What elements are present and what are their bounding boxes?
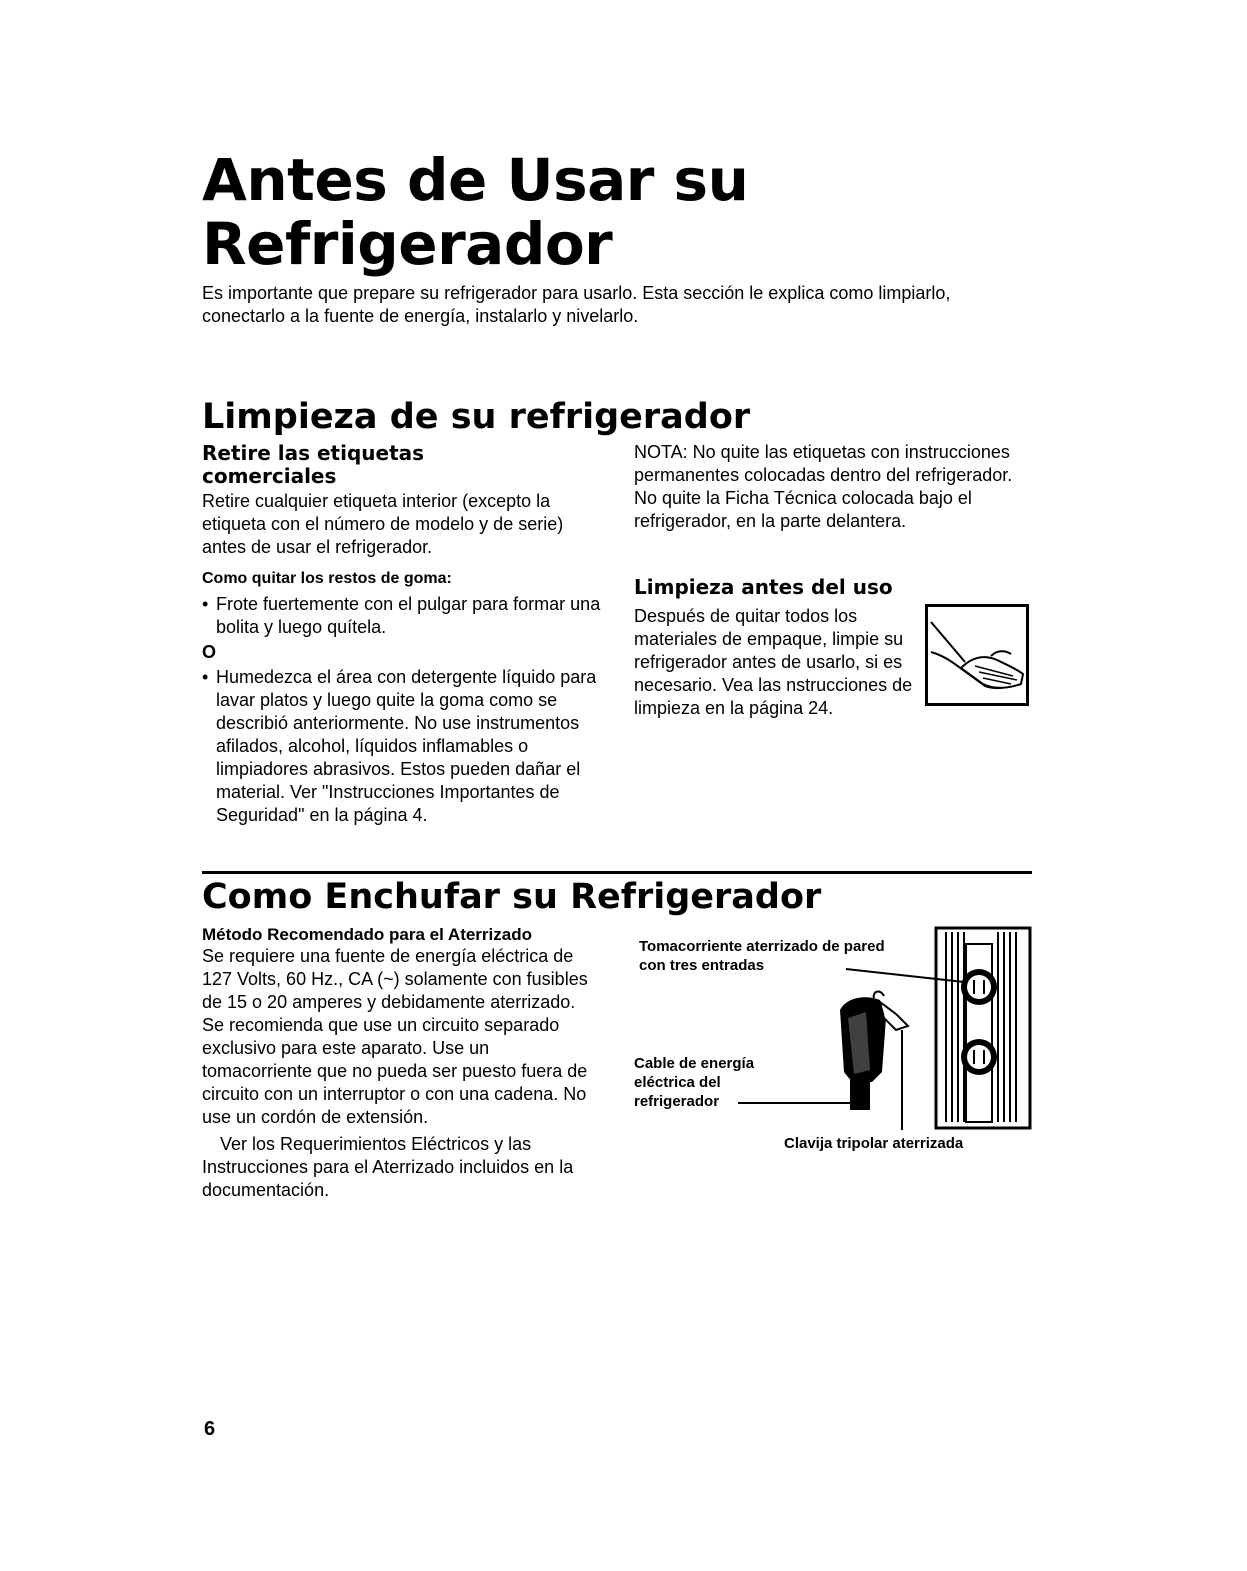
grounding-figure xyxy=(634,922,1034,1162)
label-outlet: Tomacorriente aterrizado de pared con tres entradas xyxy=(639,938,885,974)
label-cord: Cable de energía eléctrica del refrigerador xyxy=(634,1055,755,1110)
metodo-heading: Método Recomendado para el Aterrizado xyxy=(202,925,532,944)
subheading-limpieza-antes-uso: Limpieza antes del uso xyxy=(634,575,893,599)
section-divider xyxy=(202,871,1032,874)
goma-steps xyxy=(202,593,602,639)
outlet-plug-drawing xyxy=(634,922,1034,1137)
page-title-line1: Antes de Usar su xyxy=(202,146,749,214)
intro-paragraph: Es importante que prepare su refrigerador para usarlo. Esta sección le explica como limpiarlo, conectarlo a la fuente de energía, instalarlo y nivelarlo. xyxy=(202,283,951,326)
page-number: 6 xyxy=(204,1418,216,1440)
page-title-line2: Refrigerador xyxy=(202,210,613,278)
limpieza-left-column xyxy=(202,442,602,827)
goma-step-2: • Humedezca el área con detergente líquido para lavar platos y luego quite la goma como se describió anteriormente. No use instrumentos afilados, alcohol, líquidos inflamables o limpiadores abrasivos. Estos pueden dañar el material. Ver "Instrucciones Importantes de Seguridad" en la página 4. xyxy=(202,666,602,827)
page-title xyxy=(202,148,748,276)
enchufar-left-column xyxy=(202,925,602,1202)
enchufar-body-1: Se requiere una fuente de energía eléctrica de 127 Volts, 60 Hz., CA (~) solamente con fusibles de 15 o 20 amperes y debidamente aterrizado. Se recomienda que use un circuito separado exclusivo para este aparato. Use un tomacorriente que no pueda ser puesto fuera de circuito con un interruptor o con una cadena. No use un cordón de extensión. xyxy=(202,946,588,1127)
antes-uso-body: Después de quitar todos los materiales de empaque, limpie su refrigerador antes de usarlo, si es necesario. Vea las nstrucciones de limpieza en la página 24. xyxy=(634,606,913,718)
or-separator: O xyxy=(202,642,217,662)
hand-wiping-icon xyxy=(925,604,1029,706)
cleaning-illustration xyxy=(925,604,1029,706)
retire-body: Retire cualquier etiqueta interior (excepto la etiqueta con el número de modelo y de serie) antes de usar el refrigerador. xyxy=(202,491,564,557)
goma-steps-alt xyxy=(202,666,602,827)
goma-heading: Como quitar los restos de goma: xyxy=(202,570,452,587)
nota-paragraph: NOTA: No quite las etiquetas con instrucciones permanentes colocadas dentro del refrigerador. No quite la Ficha Técnica colocada bajo el refrigerador, en la parte delantera. xyxy=(634,442,1013,531)
enchufar-body-2: Ver los Requerimientos Eléctricos y las Instrucciones para el Aterrizado incluidos en la documentación. xyxy=(202,1134,574,1200)
section-heading-enchufar: Como Enchufar su Refrigerador xyxy=(202,877,822,917)
subheading-retire-etiquetas: Retire las etiquetas comerciales xyxy=(202,441,425,488)
goma-step-1: • Frote fuertemente con el pulgar para formar una bolita y luego quítela. xyxy=(202,593,602,639)
label-plug: Clavija tripolar aterrizada xyxy=(784,1135,964,1152)
section-heading-limpieza: Limpieza de su refrigerador xyxy=(202,397,751,437)
